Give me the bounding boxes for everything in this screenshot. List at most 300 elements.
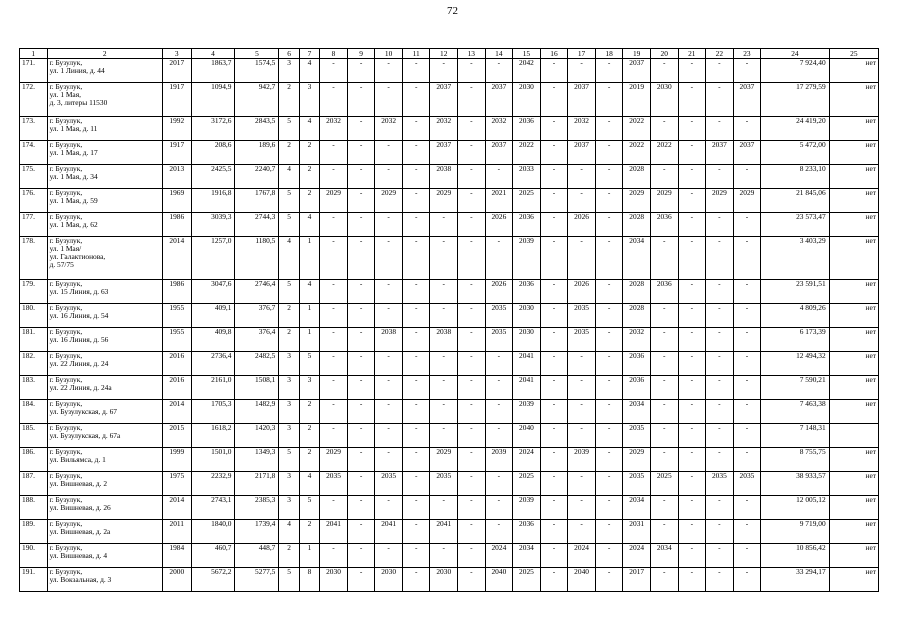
cell-col-4: 2161,0 <box>191 376 235 400</box>
cell-col-11: - <box>402 376 430 400</box>
address-cell <box>47 165 162 189</box>
cell-col-18: - <box>595 280 623 304</box>
cell-col-9: - <box>347 189 375 213</box>
row-number: 191. <box>20 568 48 592</box>
cell-col-24: 3 403,29 <box>761 237 829 280</box>
address-line: г. Бузулук, <box>49 543 83 552</box>
cell-col-15: 2041 <box>513 376 541 400</box>
cell-col-15: 2025 <box>513 568 541 592</box>
cell-col-4: 460,7 <box>191 544 235 568</box>
column-header: 8 <box>320 49 348 59</box>
cell-col-16: - <box>540 280 568 304</box>
cell-col-25: нет <box>829 448 878 472</box>
cell-col-18: - <box>595 165 623 189</box>
cell-col-21: - <box>678 448 706 472</box>
cell-col-14: - <box>485 496 513 520</box>
cell-col-9: - <box>347 400 375 424</box>
cell-col-14: 2037 <box>485 141 513 165</box>
cell-col-4: 2425,5 <box>191 165 235 189</box>
cell-col-12: - <box>430 376 458 400</box>
cell-col-18: - <box>595 141 623 165</box>
cell-col-20: - <box>650 568 678 592</box>
cell-col-3: 1955 <box>162 328 191 352</box>
cell-col-3: 1955 <box>162 304 191 328</box>
row-number: 180. <box>20 304 48 328</box>
cell-col-17: 2026 <box>568 280 596 304</box>
column-header: 25 <box>829 49 878 59</box>
address-line: г. Бузулук, <box>49 58 83 67</box>
cell-col-7: 4 <box>299 59 319 83</box>
cell-col-6: 2 <box>279 83 299 117</box>
cell-col-19: 2024 <box>623 544 651 568</box>
address-line: г. Бузулук, <box>49 188 83 197</box>
cell-col-7: 2 <box>299 400 319 424</box>
cell-col-20: 2029 <box>650 189 678 213</box>
cell-col-10: 2030 <box>375 568 403 592</box>
cell-col-24: 7 590,21 <box>761 376 829 400</box>
cell-col-21: - <box>678 141 706 165</box>
column-header: 7 <box>299 49 319 59</box>
cell-col-20: - <box>650 520 678 544</box>
cell-col-9: - <box>347 520 375 544</box>
cell-col-6: 3 <box>279 352 299 376</box>
cell-col-9: - <box>347 496 375 520</box>
cell-col-12: - <box>430 59 458 83</box>
cell-col-11: - <box>402 568 430 592</box>
address-cell <box>47 520 162 544</box>
cell-col-8: 2041 <box>320 520 348 544</box>
row-number: 179. <box>20 280 48 304</box>
cell-col-19: 2028 <box>623 165 651 189</box>
cell-col-4: 1916,8 <box>191 189 235 213</box>
cell-col-10: - <box>375 424 403 448</box>
cell-col-25: нет <box>829 400 878 424</box>
cell-col-19: 2022 <box>623 141 651 165</box>
cell-col-8: - <box>320 496 348 520</box>
cell-col-11: - <box>402 400 430 424</box>
cell-col-14: 2035 <box>485 328 513 352</box>
cell-col-6: 5 <box>279 117 299 141</box>
cell-col-3: 1986 <box>162 213 191 237</box>
cell-col-21: - <box>678 520 706 544</box>
address-cell <box>47 213 162 237</box>
table-row <box>20 141 879 165</box>
cell-col-24: 7 924,40 <box>761 59 829 83</box>
cell-col-18: - <box>595 424 623 448</box>
cell-col-6: 4 <box>279 520 299 544</box>
cell-col-19: 2036 <box>623 376 651 400</box>
cell-col-7: 4 <box>299 280 319 304</box>
cell-col-11: - <box>402 448 430 472</box>
cell-col-7: 4 <box>299 117 319 141</box>
cell-col-7: 3 <box>299 83 319 117</box>
cell-col-25: нет <box>829 59 878 83</box>
cell-col-25: нет <box>829 544 878 568</box>
cell-col-15: 2040 <box>513 424 541 448</box>
cell-col-4: 1094,9 <box>191 83 235 117</box>
cell-col-5: 2746,4 <box>235 280 279 304</box>
cell-col-11: - <box>402 304 430 328</box>
cell-col-23: 2035 <box>733 472 761 496</box>
cell-col-17: 2024 <box>568 544 596 568</box>
cell-col-14: 2024 <box>485 544 513 568</box>
cell-col-11: - <box>402 520 430 544</box>
cell-col-10: 2041 <box>375 520 403 544</box>
cell-col-20: 2036 <box>650 213 678 237</box>
cell-col-6: 3 <box>279 400 299 424</box>
cell-col-6: 5 <box>279 189 299 213</box>
cell-col-18: - <box>595 59 623 83</box>
cell-col-4: 1501,0 <box>191 448 235 472</box>
cell-col-5: 448,7 <box>235 544 279 568</box>
cell-col-22: - <box>706 59 734 83</box>
cell-col-9: - <box>347 83 375 117</box>
cell-col-5: 2744,3 <box>235 213 279 237</box>
cell-col-24: 7 463,38 <box>761 400 829 424</box>
cell-col-3: 2013 <box>162 165 191 189</box>
cell-col-13: - <box>458 352 486 376</box>
cell-col-23: - <box>733 328 761 352</box>
address-line: ул. Вишневая, д. 2а <box>49 527 111 537</box>
cell-col-11: - <box>402 352 430 376</box>
cell-col-19: 2037 <box>623 59 651 83</box>
cell-col-16: - <box>540 141 568 165</box>
cell-col-6: 3 <box>279 496 299 520</box>
cell-col-12: 2037 <box>430 83 458 117</box>
cell-col-16: - <box>540 352 568 376</box>
cell-col-5: 5277,5 <box>235 568 279 592</box>
address-cell <box>47 117 162 141</box>
cell-col-17: - <box>568 472 596 496</box>
cell-col-4: 2232,9 <box>191 472 235 496</box>
cell-col-24: 4 809,26 <box>761 304 829 328</box>
address-line: ул. 22 Линия, д. 24 <box>49 359 109 369</box>
cell-col-8: - <box>320 213 348 237</box>
cell-col-24: 5 472,00 <box>761 141 829 165</box>
cell-col-23: - <box>733 376 761 400</box>
cell-col-11: - <box>402 59 430 83</box>
cell-col-17: 2035 <box>568 328 596 352</box>
cell-col-21: - <box>678 304 706 328</box>
cell-col-9: - <box>347 448 375 472</box>
table-row <box>20 328 879 352</box>
address-cell <box>47 304 162 328</box>
cell-col-10: - <box>375 496 403 520</box>
cell-col-17: - <box>568 352 596 376</box>
cell-col-18: - <box>595 237 623 280</box>
cell-col-25: нет <box>829 568 878 592</box>
cell-col-4: 1618,2 <box>191 424 235 448</box>
cell-col-18: - <box>595 352 623 376</box>
cell-col-4: 2743,1 <box>191 496 235 520</box>
cell-col-3: 2014 <box>162 496 191 520</box>
cell-col-18: - <box>595 568 623 592</box>
cell-col-14: - <box>485 400 513 424</box>
cell-col-16: - <box>540 544 568 568</box>
address-line: г. Бузулук, <box>49 164 83 173</box>
column-header: 16 <box>540 49 568 59</box>
table-row <box>20 237 879 280</box>
address-cell <box>47 237 162 280</box>
cell-col-16: - <box>540 520 568 544</box>
cell-col-11: - <box>402 496 430 520</box>
cell-col-15: 2025 <box>513 189 541 213</box>
cell-col-8: - <box>320 59 348 83</box>
table-row <box>20 424 879 448</box>
cell-col-4: 2736,4 <box>191 352 235 376</box>
column-header: 2 <box>47 49 162 59</box>
cell-col-20: 2022 <box>650 141 678 165</box>
address-line: ул. Вокзальная, д. 3 <box>49 575 112 585</box>
address-cell <box>47 189 162 213</box>
cell-col-11: - <box>402 83 430 117</box>
cell-col-19: 2017 <box>623 568 651 592</box>
address-cell <box>47 280 162 304</box>
column-header: 20 <box>650 49 678 59</box>
cell-col-22: - <box>706 213 734 237</box>
cell-col-15: 2022 <box>513 141 541 165</box>
cell-col-7: 2 <box>299 520 319 544</box>
cell-col-24: 9 719,00 <box>761 520 829 544</box>
cell-col-14: 2032 <box>485 117 513 141</box>
cell-col-10: - <box>375 213 403 237</box>
address-line: г. Бузулук, <box>49 236 83 245</box>
cell-col-9: - <box>347 213 375 237</box>
cell-col-7: 1 <box>299 237 319 280</box>
cell-col-25: нет <box>829 328 878 352</box>
cell-col-4: 208,6 <box>191 141 235 165</box>
cell-col-10: - <box>375 400 403 424</box>
cell-col-25 <box>829 424 878 448</box>
column-header: 11 <box>402 49 430 59</box>
column-header: 5 <box>235 49 279 59</box>
cell-col-12: - <box>430 424 458 448</box>
column-header: 22 <box>706 49 734 59</box>
cell-col-23: - <box>733 165 761 189</box>
table-row <box>20 117 879 141</box>
address-line: ул. Галактионова, <box>49 252 106 262</box>
cell-col-20: 2034 <box>650 544 678 568</box>
column-header: 9 <box>347 49 375 59</box>
table-row <box>20 165 879 189</box>
cell-col-6: 2 <box>279 328 299 352</box>
cell-col-14: 2040 <box>485 568 513 592</box>
cell-col-8: - <box>320 400 348 424</box>
cell-col-14: 2026 <box>485 213 513 237</box>
address-line: д. 57/75 <box>49 260 74 270</box>
cell-col-11: - <box>402 213 430 237</box>
cell-col-14: - <box>485 165 513 189</box>
cell-col-3: 1986 <box>162 280 191 304</box>
cell-col-16: - <box>540 400 568 424</box>
row-number: 176. <box>20 189 48 213</box>
cell-col-21: - <box>678 237 706 280</box>
cell-col-16: - <box>540 189 568 213</box>
cell-col-22: 2035 <box>706 472 734 496</box>
cell-col-23: - <box>733 544 761 568</box>
cell-col-9: - <box>347 117 375 141</box>
cell-col-16: - <box>540 448 568 472</box>
address-cell <box>47 448 162 472</box>
cell-col-6: 3 <box>279 376 299 400</box>
cell-col-22: - <box>706 304 734 328</box>
cell-col-17: - <box>568 496 596 520</box>
cell-col-23: - <box>733 117 761 141</box>
cell-col-7: 1 <box>299 328 319 352</box>
cell-col-13: - <box>458 83 486 117</box>
cell-col-16: - <box>540 165 568 189</box>
cell-col-15: 2034 <box>513 544 541 568</box>
cell-col-9: - <box>347 237 375 280</box>
cell-col-17: 2040 <box>568 568 596 592</box>
cell-col-24: 8 233,10 <box>761 165 829 189</box>
table-row <box>20 400 879 424</box>
address-line: ул. Бузулукская, д. 67а <box>49 431 121 441</box>
column-header: 19 <box>623 49 651 59</box>
cell-col-22: - <box>706 117 734 141</box>
cell-col-5: 1349,3 <box>235 448 279 472</box>
cell-col-15: 2036 <box>513 213 541 237</box>
page-number: 72 <box>447 5 458 17</box>
cell-col-19: 2032 <box>623 328 651 352</box>
cell-col-11: - <box>402 544 430 568</box>
row-number: 187. <box>20 472 48 496</box>
cell-col-12: 2029 <box>430 189 458 213</box>
cell-col-20: - <box>650 496 678 520</box>
cell-col-3: 2016 <box>162 376 191 400</box>
cell-col-24: 8 755,75 <box>761 448 829 472</box>
cell-col-17: 2035 <box>568 304 596 328</box>
cell-col-5: 2171,8 <box>235 472 279 496</box>
cell-col-9: - <box>347 544 375 568</box>
cell-col-7: 4 <box>299 213 319 237</box>
cell-col-12: - <box>430 544 458 568</box>
row-number: 174. <box>20 141 48 165</box>
address-line: г. Бузулук, <box>49 375 83 384</box>
cell-col-24: 33 294,17 <box>761 568 829 592</box>
table-row <box>20 544 879 568</box>
cell-col-10: - <box>375 83 403 117</box>
cell-col-9: - <box>347 165 375 189</box>
row-number: 173. <box>20 117 48 141</box>
cell-col-14: - <box>485 472 513 496</box>
cell-col-20: - <box>650 352 678 376</box>
address-line: ул. Вишневая, д. 4 <box>49 551 108 561</box>
cell-col-14: - <box>485 424 513 448</box>
cell-col-18: - <box>595 213 623 237</box>
cell-col-19: 2019 <box>623 83 651 117</box>
cell-col-16: - <box>540 328 568 352</box>
cell-col-22: - <box>706 400 734 424</box>
address-line: ул. 1 Мая, д. 62 <box>49 220 98 230</box>
cell-col-13: - <box>458 544 486 568</box>
cell-col-9: - <box>347 568 375 592</box>
cell-col-9: - <box>347 59 375 83</box>
address-line: д. 3, литеры 11530 <box>49 98 108 108</box>
cell-col-24: 24 419,20 <box>761 117 829 141</box>
cell-col-6: 2 <box>279 544 299 568</box>
cell-col-18: - <box>595 376 623 400</box>
cell-col-23: - <box>733 400 761 424</box>
address-cell <box>47 376 162 400</box>
cell-col-23: - <box>733 304 761 328</box>
address-line: ул. 16 Линия, д. 56 <box>49 335 109 345</box>
cell-col-22: 2037 <box>706 141 734 165</box>
address-cell <box>47 400 162 424</box>
address-line: ул. 1 Мая, д. 17 <box>49 148 98 158</box>
cell-col-12: - <box>430 280 458 304</box>
address-line: ул. Бузулукская, д. 67 <box>49 407 117 417</box>
address-cell <box>47 472 162 496</box>
cell-col-24: 23 573,47 <box>761 213 829 237</box>
cell-col-12: - <box>430 352 458 376</box>
cell-col-23: 2029 <box>733 189 761 213</box>
address-line: ул. 1 Линия, д. 44 <box>49 66 105 76</box>
cell-col-20: - <box>650 237 678 280</box>
cell-col-17: 2026 <box>568 213 596 237</box>
cell-col-7: 2 <box>299 141 319 165</box>
cell-col-24: 6 173,39 <box>761 328 829 352</box>
cell-col-21: - <box>678 496 706 520</box>
cell-col-8: - <box>320 83 348 117</box>
table-row <box>20 352 879 376</box>
cell-col-25: нет <box>829 117 878 141</box>
cell-col-23: - <box>733 237 761 280</box>
cell-col-12: - <box>430 400 458 424</box>
address-line: г. Бузулук, <box>49 423 83 432</box>
row-number: 177. <box>20 213 48 237</box>
cell-col-13: - <box>458 304 486 328</box>
cell-col-7: 2 <box>299 424 319 448</box>
cell-col-14: 2035 <box>485 304 513 328</box>
cell-col-13: - <box>458 165 486 189</box>
cell-col-3: 1975 <box>162 472 191 496</box>
cell-col-5: 2843,5 <box>235 117 279 141</box>
cell-col-13: - <box>458 568 486 592</box>
cell-col-5: 2385,3 <box>235 496 279 520</box>
cell-col-6: 5 <box>279 568 299 592</box>
cell-col-4: 1705,3 <box>191 400 235 424</box>
cell-col-15: 2030 <box>513 328 541 352</box>
cell-col-15: 2024 <box>513 448 541 472</box>
column-header: 3 <box>162 49 191 59</box>
cell-col-21: - <box>678 280 706 304</box>
cell-col-7: 2 <box>299 189 319 213</box>
cell-col-3: 2015 <box>162 424 191 448</box>
cell-col-19: 2035 <box>623 472 651 496</box>
address-line: г. Бузулук, <box>49 212 83 221</box>
cell-col-5: 1482,9 <box>235 400 279 424</box>
cell-col-25: нет <box>829 352 878 376</box>
cell-col-19: 2022 <box>623 117 651 141</box>
header-row <box>20 49 879 59</box>
cell-col-21: - <box>678 376 706 400</box>
table-row <box>20 213 879 237</box>
cell-col-18: - <box>595 117 623 141</box>
cell-col-17: - <box>568 520 596 544</box>
table-row <box>20 280 879 304</box>
cell-col-22: - <box>706 544 734 568</box>
cell-col-8: - <box>320 304 348 328</box>
cell-col-20: 2036 <box>650 280 678 304</box>
cell-col-5: 2482,5 <box>235 352 279 376</box>
row-number: 181. <box>20 328 48 352</box>
cell-col-25: нет <box>829 496 878 520</box>
address-line: г. Бузулук, <box>49 351 83 360</box>
address-line: ул. Вишневая, д. 2 <box>49 479 108 489</box>
cell-col-19: 2031 <box>623 520 651 544</box>
cell-col-15: 2039 <box>513 237 541 280</box>
